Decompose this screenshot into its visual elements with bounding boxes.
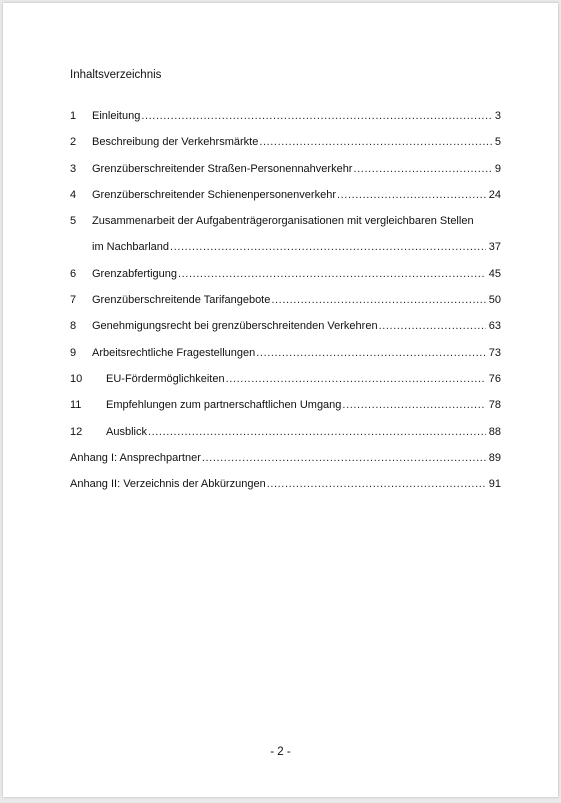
dot-leader xyxy=(259,129,492,155)
toc-entry-page: 50 xyxy=(488,294,501,307)
toc-entry-title: Grenzüberschreitender Schienenpersonenverkehr xyxy=(92,188,336,201)
toc-entry-number: 10 xyxy=(70,372,83,385)
dot-leader xyxy=(178,261,486,287)
toc-heading: Inhaltsverzeichnis xyxy=(70,69,162,81)
toc-entry-page: 73 xyxy=(488,346,501,359)
toc-entry-title: Empfehlungen zum partnerschaftlichen Umgang xyxy=(106,399,342,412)
toc-entry-title: Einleitung xyxy=(92,110,141,122)
toc-entry-continuation xyxy=(70,234,501,260)
toc-entry-number: 9 xyxy=(70,346,77,359)
toc-appendix-page: 89 xyxy=(488,451,501,464)
toc-appendix xyxy=(70,471,501,497)
dot-leader xyxy=(170,234,486,260)
document-page xyxy=(3,3,558,797)
toc-entry-page: 5 xyxy=(494,136,501,149)
toc-entry-page: 78 xyxy=(488,399,501,412)
page-number-footer: - 2 - xyxy=(270,746,291,758)
toc-entry xyxy=(70,103,501,129)
toc-entry-title: Ausblick xyxy=(106,425,147,438)
toc-entry-page: 9 xyxy=(494,162,501,175)
toc-entry xyxy=(70,340,501,366)
toc-entry-page: 63 xyxy=(488,320,501,333)
toc-entry xyxy=(70,419,501,445)
toc-entry-title-continuation: im Nachbarland xyxy=(92,241,170,254)
toc-entry xyxy=(70,182,501,208)
toc-appendix xyxy=(70,445,501,471)
toc-entry-title: Beschreibung der Verkehrsmärkte xyxy=(92,136,259,149)
toc-entry-title: EU-Fördermöglichkeiten xyxy=(106,372,225,385)
toc-entry-page: 76 xyxy=(488,372,501,385)
table-of-contents xyxy=(70,103,501,497)
dot-leader xyxy=(337,182,486,208)
toc-entry-page: 24 xyxy=(488,188,501,201)
toc-entry xyxy=(70,208,501,234)
toc-entry-page: 88 xyxy=(488,425,501,438)
dot-leader xyxy=(148,419,486,445)
toc-entry xyxy=(70,156,501,182)
toc-entry-number: 2 xyxy=(70,136,77,149)
toc-entry-title: Grenzüberschreitende Tarifangebote xyxy=(92,294,271,307)
toc-entry xyxy=(70,129,501,155)
dot-leader xyxy=(226,366,486,392)
toc-entry-number: 11 xyxy=(70,399,82,412)
dot-leader xyxy=(353,156,491,182)
toc-entry-title: Arbeitsrechtliche Fragestellungen xyxy=(92,346,256,359)
toc-entry-page: 3 xyxy=(494,110,501,122)
toc-entry-number: 6 xyxy=(70,267,77,280)
toc-entry-title: Grenzüberschreitender Straßen-Personennahverkehr xyxy=(92,162,353,175)
toc-entry-number: 5 xyxy=(70,215,77,228)
dot-leader xyxy=(256,340,485,366)
dot-leader xyxy=(267,471,486,497)
toc-entry-number: 7 xyxy=(70,294,77,307)
dot-leader xyxy=(141,103,492,129)
toc-entry xyxy=(70,366,501,392)
dot-leader xyxy=(342,392,485,418)
toc-appendix-page: 91 xyxy=(488,478,501,491)
toc-entry-page: 45 xyxy=(488,267,501,280)
dot-leader xyxy=(379,313,486,339)
dot-leader xyxy=(202,445,486,471)
toc-entry xyxy=(70,392,501,418)
toc-entry-number: 4 xyxy=(70,188,77,201)
toc-entry-page: 37 xyxy=(488,241,501,254)
toc-entry-number: 8 xyxy=(70,320,77,333)
toc-entry-title: Genehmigungsrecht bei grenzüberschreitenden Verkehren xyxy=(92,320,378,333)
toc-entry xyxy=(70,313,501,339)
toc-entry-title: Grenzabfertigung xyxy=(92,267,177,280)
toc-entry-number: 3 xyxy=(70,162,77,175)
toc-entry-number: 1 xyxy=(70,110,77,122)
toc-appendix-title: Anhang I: Ansprechpartner xyxy=(70,451,201,464)
toc-entry-number: 12 xyxy=(70,425,83,438)
toc-entry xyxy=(70,287,501,313)
toc-entry-title: Zusammenarbeit der Aufgabenträgerorganisationen mit vergleichbaren Stellen xyxy=(92,215,474,228)
dot-leader xyxy=(271,287,485,313)
toc-appendix-title: Anhang II: Verzeichnis der Abkürzungen xyxy=(70,478,266,491)
toc-entry xyxy=(70,261,501,287)
